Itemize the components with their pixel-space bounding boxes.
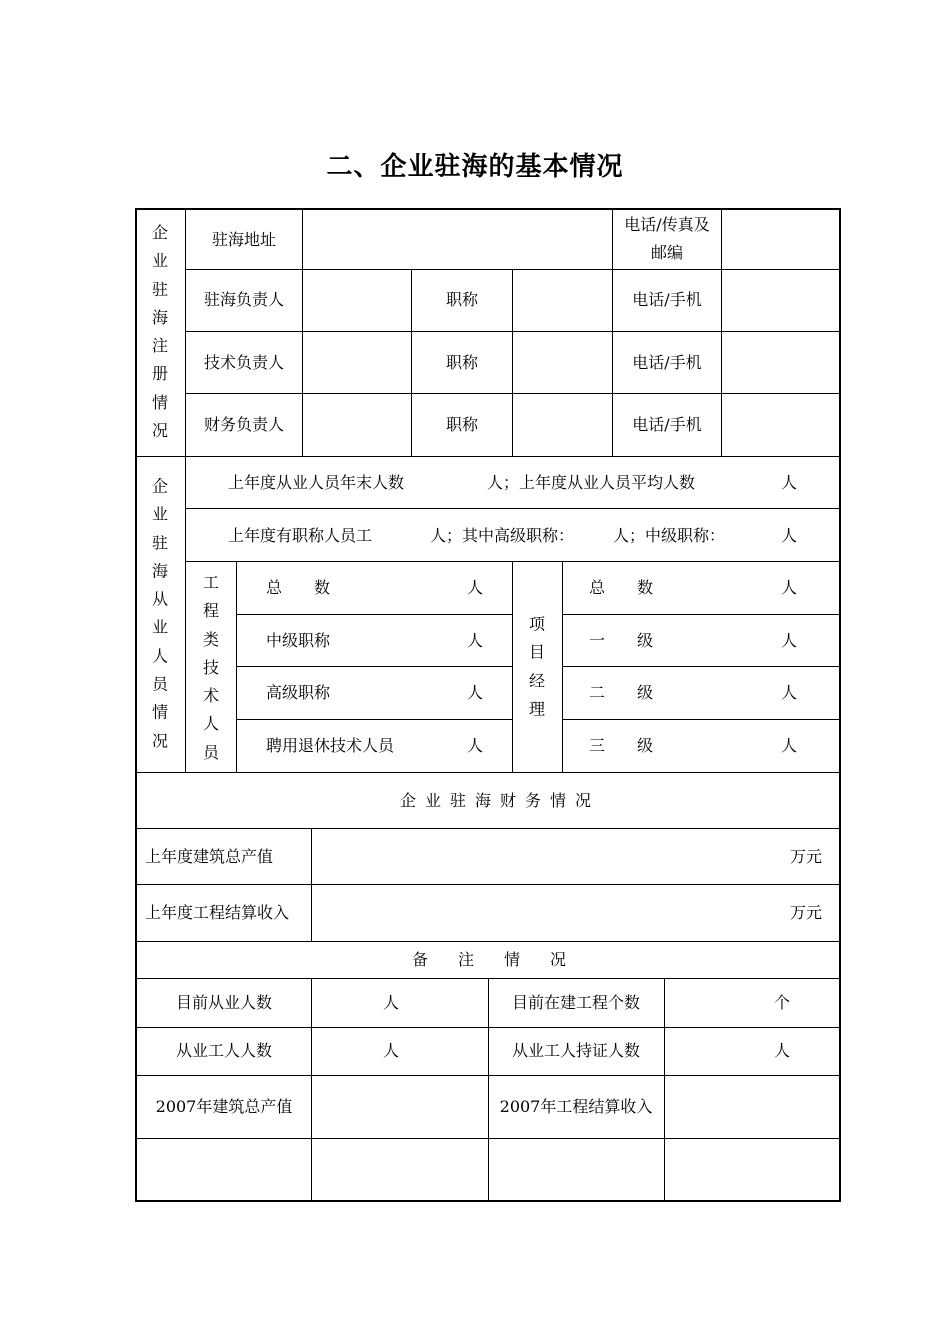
rule — [135, 772, 841, 773]
unit-label: 人 — [467, 683, 484, 702]
unit-label: 人 — [773, 1041, 791, 1060]
output-2007-label: 2007年建筑总产值 — [155, 1097, 293, 1116]
rule — [488, 978, 489, 1202]
rule — [562, 561, 563, 772]
rule — [135, 884, 841, 885]
rule — [302, 208, 303, 456]
rule — [311, 978, 312, 1202]
registration-side-label: 企业驻海注册情况 — [151, 222, 168, 440]
pm-grade1-label: 一 级 — [589, 631, 654, 650]
phone-fax-label: 电话/传真及邮编 — [624, 215, 710, 262]
rule — [411, 269, 412, 456]
rule — [512, 561, 513, 772]
rule — [236, 719, 512, 720]
resident-manager-label: 驻海负责人 — [203, 290, 285, 309]
tech-senior-label: 高级职称 — [266, 683, 331, 702]
senior-title-label: 人；其中高级职称： — [430, 526, 575, 545]
rule — [311, 828, 312, 941]
rule — [185, 208, 186, 772]
rule — [721, 208, 722, 456]
title-label: 职称 — [445, 290, 479, 309]
tech-total-label: 总 数 — [266, 578, 331, 597]
unit-label: 人 — [781, 683, 798, 702]
remarks-header: 备注情况 — [411, 950, 597, 969]
unit-label: 人 — [781, 526, 798, 545]
tech-retired-label: 聘用退休技术人员 — [266, 736, 395, 755]
unit-label: 万元 — [789, 847, 822, 866]
output-value-label: 上年度建筑总产值 — [145, 847, 274, 866]
rule — [562, 666, 840, 667]
projects-in-progress-label: 目前在建工程个数 — [511, 993, 641, 1012]
tech-staff-label: 工程类技术人员 — [202, 572, 219, 762]
settlement-2007-label: 2007年工程结算收入 — [499, 1097, 653, 1116]
unit-label: 人 — [781, 473, 798, 492]
certified-workers-label: 从业工人持证人数 — [511, 1041, 641, 1060]
finance-header: 企业驻海财务情况 — [399, 791, 601, 810]
finance-manager-label: 财务负责人 — [203, 415, 285, 434]
rule — [236, 614, 512, 615]
unit-label: 个 — [773, 993, 791, 1012]
rule — [135, 456, 841, 457]
address-label: 驻海地址 — [211, 230, 277, 249]
rule — [185, 508, 840, 509]
avg-staff-label: 人；上年度从业人员平均人数 — [487, 473, 696, 492]
unit-label: 人 — [382, 1041, 400, 1060]
unit-label: 人 — [467, 578, 484, 597]
year-end-staff-label: 上年度从业人员年末人数 — [228, 473, 405, 492]
settlement-income-label: 上年度工程结算收入 — [145, 903, 290, 922]
tech-manager-label: 技术负责人 — [203, 353, 285, 372]
rule — [562, 719, 840, 720]
project-manager-label: 项目经理 — [528, 614, 545, 719]
staff-side-label: 企业驻海从业人员情况 — [151, 476, 168, 751]
unit-label: 人 — [781, 631, 798, 650]
phone-label: 电话/手机 — [632, 353, 702, 372]
titled-staff-label: 上年度有职称人员工 — [228, 526, 373, 545]
phone-label: 电话/手机 — [632, 415, 702, 434]
rule — [236, 561, 237, 772]
mid-title-label: 人；中级职称： — [613, 526, 726, 545]
pm-total-label: 总 数 — [589, 578, 654, 597]
tech-mid-label: 中级职称 — [266, 631, 331, 650]
unit-label: 人 — [781, 736, 798, 755]
current-staff-label: 目前从业人数 — [175, 993, 273, 1012]
title-label: 职称 — [445, 415, 479, 434]
pm-grade2-label: 二 级 — [589, 683, 654, 702]
rule — [612, 208, 613, 456]
unit-label: 万元 — [789, 903, 822, 922]
rule — [135, 828, 841, 829]
rule — [236, 666, 512, 667]
title-label: 职称 — [445, 353, 479, 372]
unit-label: 人 — [467, 631, 484, 650]
rule — [562, 614, 840, 615]
rule — [664, 978, 665, 1202]
unit-label: 人 — [382, 993, 400, 1012]
pm-grade3-label: 三 级 — [589, 736, 654, 755]
workers-count-label: 从业工人人数 — [175, 1041, 273, 1060]
rule — [135, 941, 841, 942]
page-title: 二、企业驻海的基本情况 — [326, 152, 624, 182]
rule — [512, 269, 513, 456]
unit-label: 人 — [467, 736, 484, 755]
phone-label: 电话/手机 — [632, 290, 702, 309]
unit-label: 人 — [781, 578, 798, 597]
